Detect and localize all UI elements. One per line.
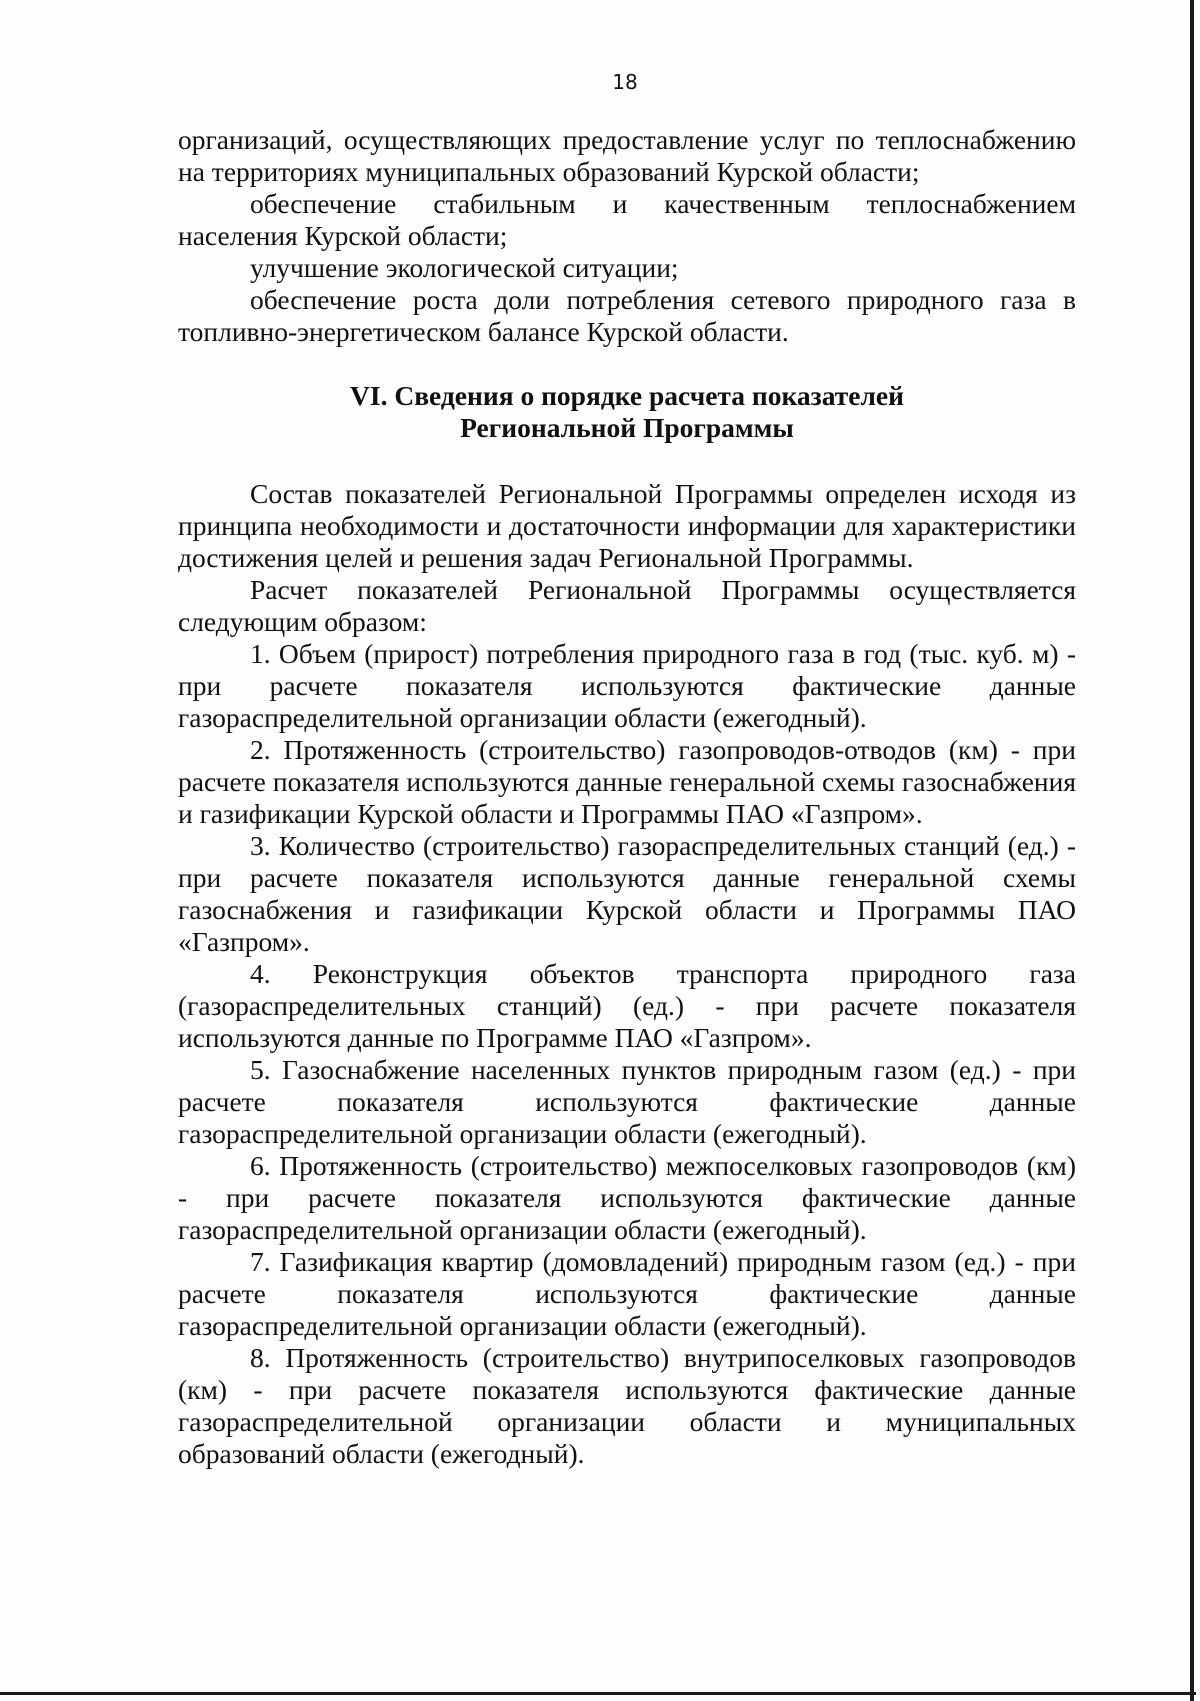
indicator-item: 1. Объем (прирост) потребления природного газа в год (тыс. куб. м) - при расчете показателя используются фактические данные газораспределительной организации области (ежегодный). <box>178 638 1076 733</box>
body-paragraph: Состав показателей Региональной Программы определен исходя из принципа необходимости и достаточности информации для характеристики достижения целей и решения задач Региональной Программы. <box>178 478 1076 573</box>
section-heading-line: VI. Сведения о порядке расчета показателей <box>350 380 904 411</box>
indicator-item: 8. Протяженность (строительство) внутрипоселковых газопроводов (км) - при расчете показателя используются фактические данные газораспределительной организации области и муниципальных образований области (ежегодный). <box>178 1342 1076 1469</box>
indicator-item: 4. Реконструкция объектов транспорта природного газа (газораспределительных станций) (ед.) - при расчете показателя используются данные по Программе ПАО «Газпром». <box>178 958 1076 1053</box>
page-number: 18 <box>612 70 638 94</box>
intro-paragraph-continuation: организаций, осуществляющих предоставление услуг по теплоснабжению на территориях муниципальных образований Курской области; <box>178 124 1076 187</box>
indicator-item: 7. Газификация квартир (домовладений) природным газом (ед.) - при расчете показателя используются фактические данные газораспределительной организации области (ежегодный). <box>178 1246 1076 1341</box>
document-body <box>178 124 1076 1470</box>
scan-edge-right <box>1190 0 1194 1701</box>
intro-paragraph: обеспечение стабильным и качественным теплоснабжением населения Курской области; <box>178 188 1076 251</box>
section-heading <box>178 380 1076 444</box>
indicator-item: 2. Протяженность (строительство) газопроводов-отводов (км) - при расчете показателя используются данные генеральной схемы газоснабжения и газификации Курской области и Программы ПАО «Газпром». <box>178 734 1076 829</box>
body-paragraph: Расчет показателей Региональной Программы осуществляется следующим образом: <box>178 574 1076 637</box>
indicator-item: 6. Протяженность (строительство) межпоселковых газопроводов (км) - при расчете показателя используются фактические данные газораспределительной организации области (ежегодный). <box>178 1150 1076 1245</box>
intro-paragraph: улучшение экологической ситуации; <box>250 252 679 283</box>
intro-paragraph: обеспечение роста доли потребления сетевого природного газа в топливно-энергетическом балансе Курской области. <box>178 284 1076 347</box>
indicator-item: 3. Количество (строительство) газораспределительных станций (ед.) - при расчете показателя используются данные генеральной схемы газоснабжения и газификации Курской области и Программы ПАО «Газпром». <box>178 830 1076 957</box>
section-heading-line: Региональной Программы <box>460 412 794 443</box>
indicator-item: 5. Газоснабжение населенных пунктов природным газом (ед.) - при расчете показателя используются фактические данные газораспределительной организации области (ежегодный). <box>178 1054 1076 1149</box>
scan-edge-bottom <box>0 1692 1196 1695</box>
